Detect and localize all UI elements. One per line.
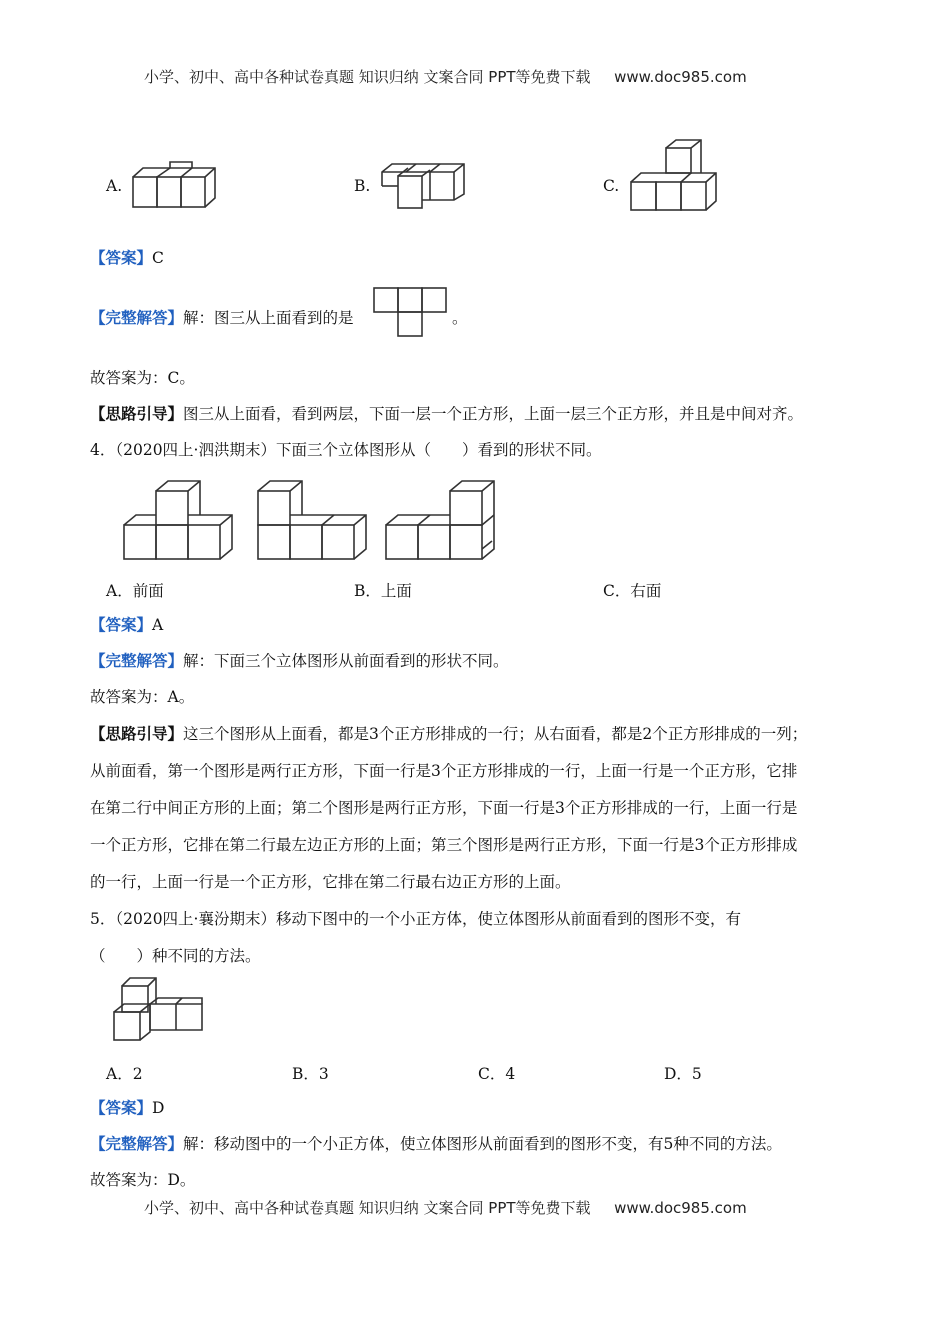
q5-option-b: B．3 [292,1065,329,1083]
q3-figure-b [378,160,478,212]
q4-option-a: A．前面 [106,582,164,600]
hint-text: 图三从上面看，看到两层，下面一层一个正方形，上面一层三个正方形，并且是中间对齐。 [183,405,804,423]
q3-option-b: B. [354,177,371,195]
solution-text: 解：下面三个立体图形从前面看到的形状不同。 [183,652,509,670]
q4-option-c: C．右面 [603,582,662,600]
q3-hint [90,404,803,424]
solution-text: 解：移动图中的一个小正方体，使立体图形从前面看到的图形不变，有5种不同的方法。 [183,1135,782,1153]
q3-figure-a [130,162,220,212]
page-header [144,66,747,87]
q5-option-a: A．2 [106,1065,143,1083]
q3-figure-c [628,138,722,214]
q4-question: 4．（2020四上·泗洪期末）下面三个立体图形从（ ）看到的形状不同。 [90,441,602,459]
header-text: 小学、初中、高中各种试卷真题 知识归纳 文案合同 PPT等免费下载 [144,68,591,86]
footer-url: www.doc985.com [614,1199,747,1217]
q3-answer [90,248,164,268]
answer-tag: 【答案】 [90,615,153,634]
q4-hint-line-3: 在第二行中间正方形的上面；第二个图形是两行正方形，下面一行是3个正方形排成的一行，上面一行是 [90,799,798,817]
q4-solution [90,651,509,671]
page-footer [144,1197,747,1218]
q4-figure-2 [258,481,366,559]
q4-hint-line-5: 的一行，上面一行是一个正方形，它排在第二行最右边正方形的上面。 [90,873,571,891]
q4-option-b: B．上面 [354,582,412,600]
hint-line: 这三个图形从上面看，都是3个正方形排成的一行；从右面看，都是2个正方形排成的一列； [183,725,808,743]
hint-tag: 【思路引导】 [90,404,184,423]
q5-answer [90,1098,164,1118]
q3-top-view-figure [372,286,448,338]
answer-value: C [152,249,164,267]
answer-value: A [152,616,164,634]
q5-question-line-1: 5．（2020四上·襄汾期末）移动下图中的一个小正方体，使立体图形从前面看到的图形不变，有 [90,910,741,928]
solution-text: 解：图三从上面看到的是 [183,309,354,327]
q5-solution [90,1134,782,1154]
solution-tag: 【完整解答】 [90,651,184,670]
q4-hint-line-2: 从前面看，第一个图形是两行正方形，下面一行是3个正方形排成的一行，上面一行是一个正方形，它排 [90,762,798,780]
answer-value: D [152,1099,165,1117]
q5-figure [110,974,206,1044]
answer-tag: 【答案】 [90,1098,153,1117]
q5-conclusion: 故答案为：D。 [90,1171,196,1189]
hint-tag: 【思路引导】 [90,724,184,743]
q3-solution [90,308,354,328]
q3-option-a: A. [106,177,123,195]
answer-tag: 【答案】 [90,248,153,267]
q3-conclusion: 故答案为：C。 [90,369,195,387]
footer-text: 小学、初中、高中各种试卷真题 知识归纳 文案合同 PPT等免费下载 [144,1199,591,1217]
q3-option-c: C. [603,177,620,195]
solution-tag: 【完整解答】 [90,1134,184,1153]
q5-option-c: C．4 [478,1065,516,1083]
q4-conclusion: 故答案为：A。 [90,688,195,706]
q4-hint-line-4: 一个正方形，它排在第二行最左边正方形的上面；第三个图形是两行正方形，下面一行是3个正方形排成 [90,836,798,854]
q4-hint [90,724,807,744]
header-url: www.doc985.com [614,68,747,86]
q3-solution-end: 。 [452,309,468,327]
q4-figures [108,473,508,573]
q5-option-d: D．5 [664,1065,702,1083]
q4-answer [90,615,163,635]
q4-figure-1 [124,481,232,559]
solution-tag: 【完整解答】 [90,308,184,327]
q5-question-line-2: （ ）种不同的方法。 [90,947,261,965]
q4-figure-3 [386,481,494,559]
